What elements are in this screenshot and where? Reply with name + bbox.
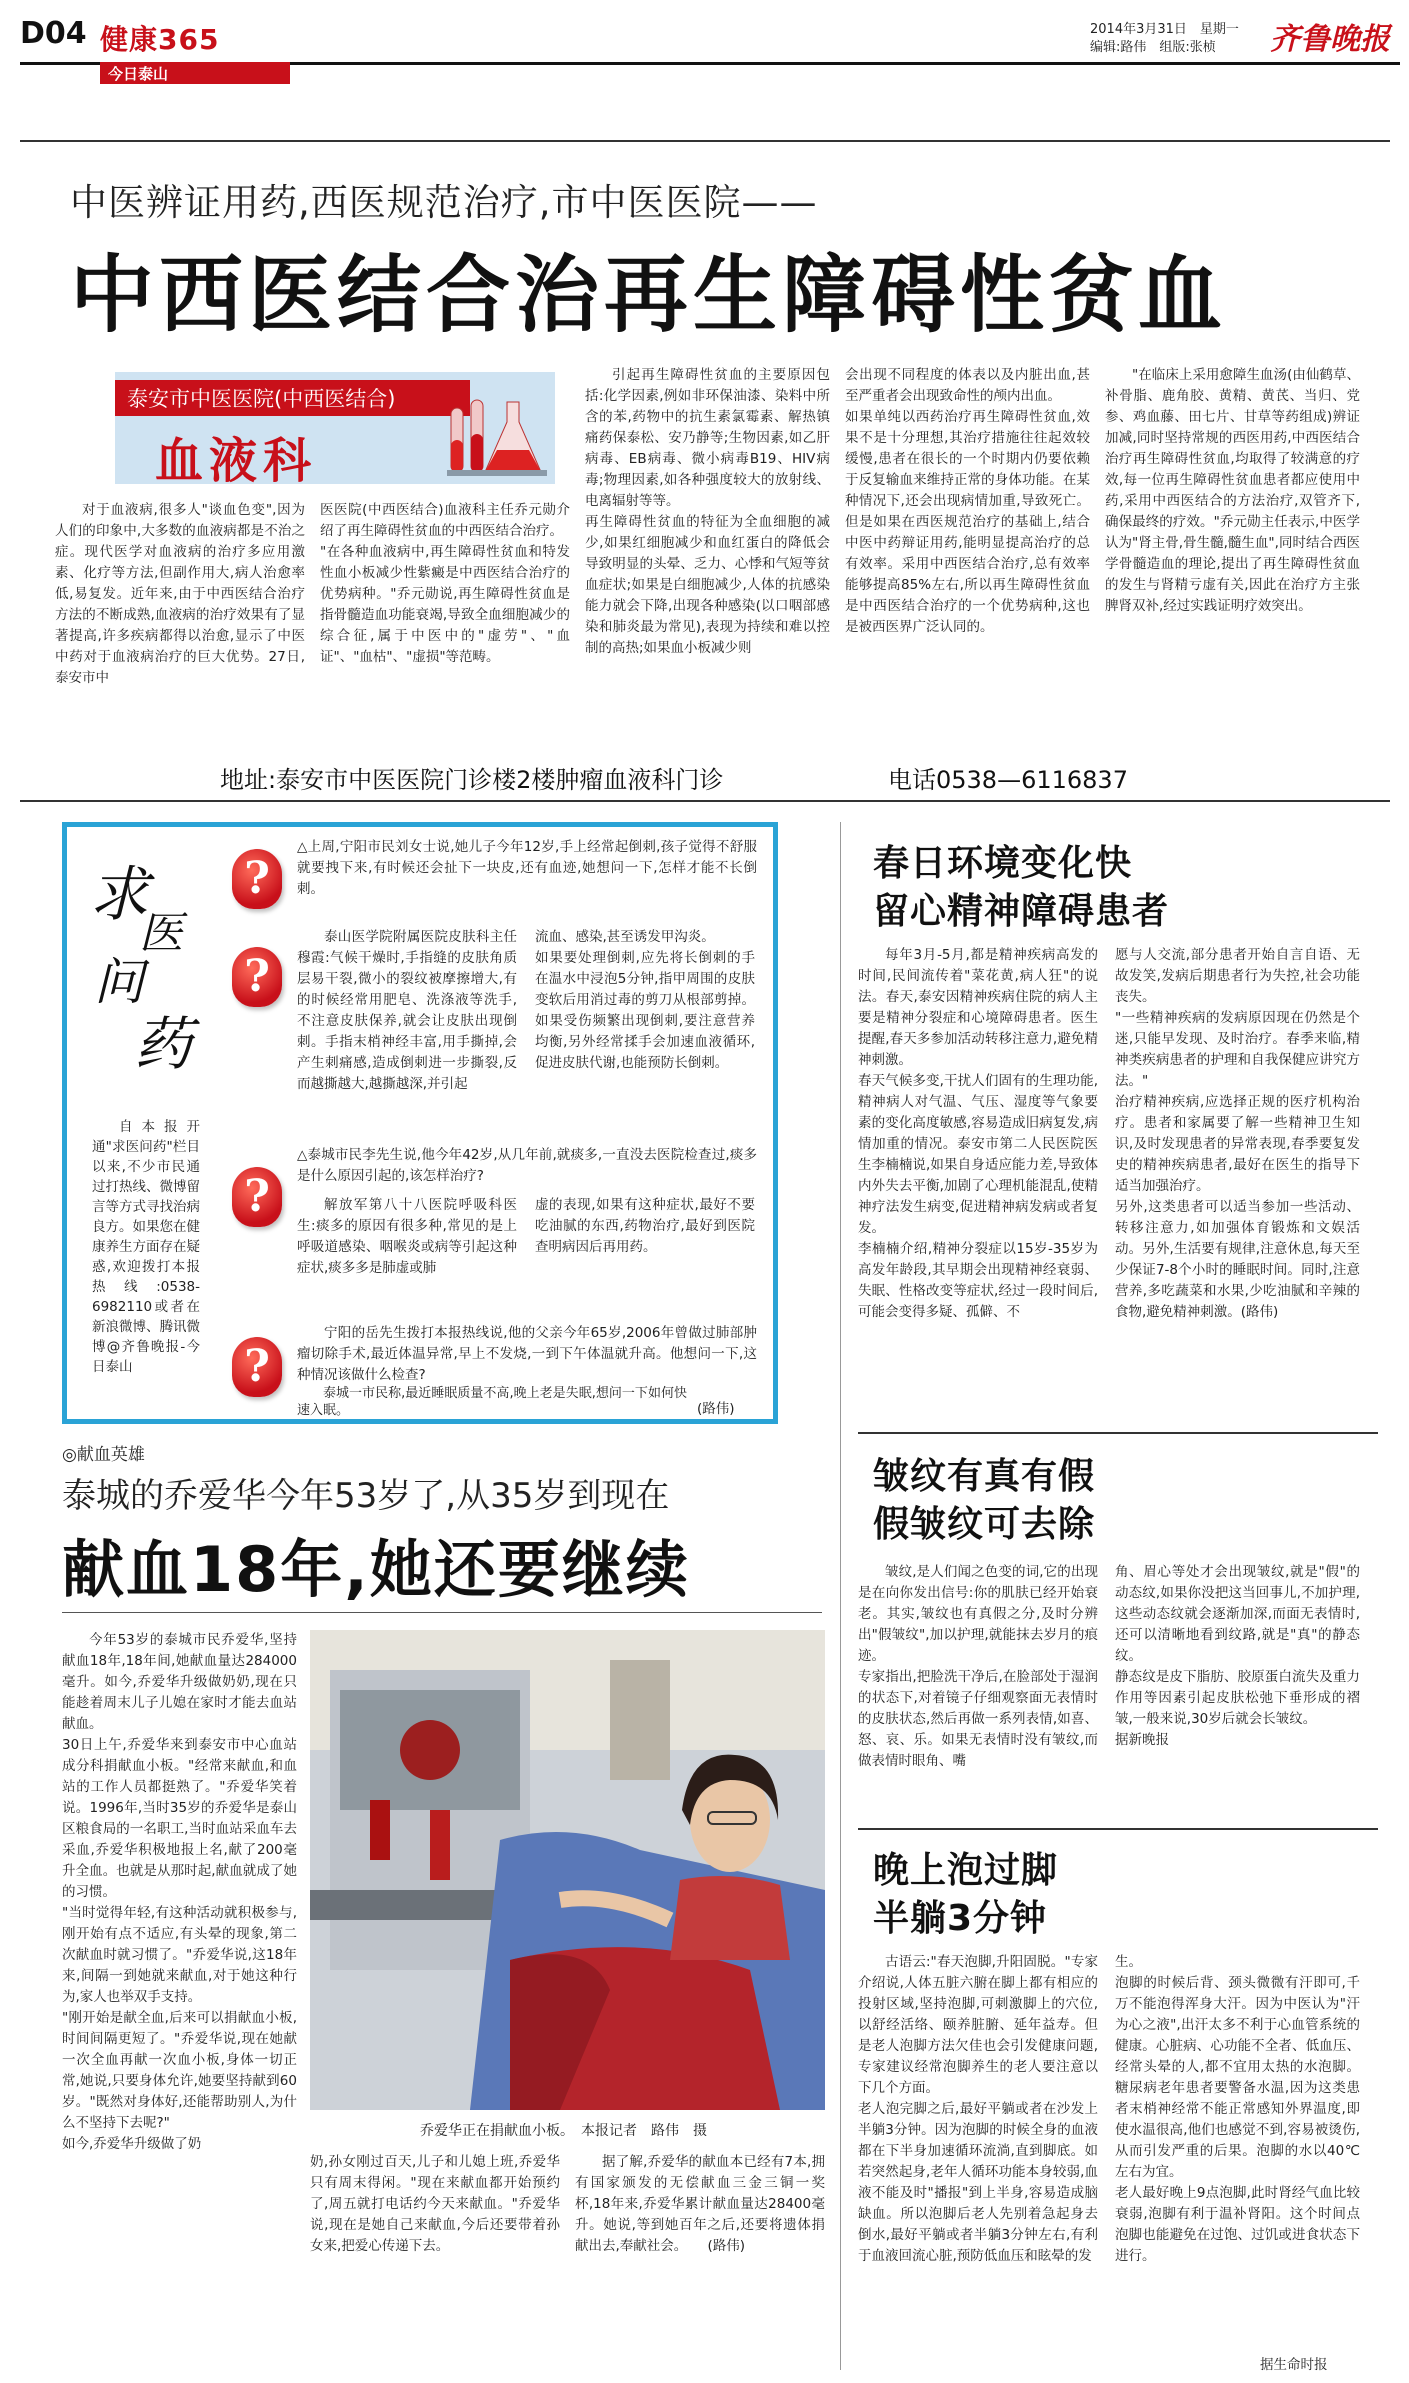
donor-rule	[62, 1612, 822, 1613]
qa-a2-col2: 虚的表现,如果有这种症状,最好不要吃油腻的东西,药物治疗,最好到医院查明病因后再用药。	[535, 1197, 755, 1255]
foot-col-1: 古语云:"春天泡脚,升阳固脱。"专家介绍说,人体五脏六腑在脚上都有相应的投射区域,坚持泡脚,可刺激脚上的穴位,以舒经活络、颐养脏腑、延年益寿。但是老人泡脚方法欠佳也会引发健康问题,专家建议经常泡脚养生的老人要注意以下几个方面。 老人泡完脚之后,最好平躺或者在沙发上半躺3分钟。因为泡脚的时候全身的血液都在下半身加速循环流淌,直到脚底。如若突然起身,老年人循环功能本身较弱,血液不能及时"播报"到上半身,容易造成脑缺血。所以泡脚后老人先别着急起身去倒水,最好平躺或者半躺3分钟左右,有利于血液回流心脏,预防低血压和眩晕的发	[858, 1954, 1098, 2264]
wrinkle-title-line-1: 皱纹有真有假	[873, 1456, 1096, 1497]
donor-photo-illustration	[310, 1630, 825, 2110]
donor-col-3: 据了解,乔爱华的献血本已经有7本,拥有国家颁发的无偿献血三金三铜一奖杯,18年来,乔爱华累计献血量达28400毫升。她说,等到她百年之后,还要将遗体捐献出去,奉献社会。 (路伟)	[575, 2154, 825, 2254]
qa-a1-col1: 泰山医学院附属医院皮肤科主任穆霞:气候干燥时,手指缝的皮肤角质层易干裂,微小的裂纹被摩擦增大,有的时候经常用肥皂、洗涤液等洗手,不注意皮肤保养,就会让皮肤出现倒刺。手指末梢神经丰富,用手撕掉,会产生刺痛感,造成倒刺进一步撕裂,反而越撕越大,越撕越深,并引起	[297, 929, 517, 1092]
foot-title-line-1: 晚上泡过脚	[873, 1850, 1059, 1891]
paper-logo: 齐鲁晚报	[1270, 22, 1390, 57]
question-icon: ?	[232, 1337, 282, 1397]
editors: 编辑:路伟 组版:张桢	[1090, 40, 1216, 55]
subsection-label: 今日泰山	[108, 65, 169, 83]
wrinkle-col-2: 角、眉心等处才会出现皱纹,就是"假"的动态纹,如果你没把这当回事儿,不加护理,这些动态纹就会逐渐加深,而面无表情时,还可以清晰地看到纹路,就是"真"的静态纹。 静态纹是皮下脂肪、胶原蛋白流失及重力作用等因素引起皮肤松弛下垂形成的褶皱,一般来说,30岁后就会长皱纹。 据新晚报	[1115, 1564, 1360, 1748]
test-tube-icon	[445, 392, 550, 480]
right-divider-2	[858, 1828, 1378, 1830]
qa-q3: 宁阳的岳先生拨打本报热线说,他的父亲今年65岁,2006年曾做过肺部肿瘤切除手术,最近体温异常,早上不发烧,一到下午体温就升高。他想问一下,这种情况该做什么检查?	[297, 1325, 757, 1383]
qa-credit: (路伟)	[697, 1401, 735, 1417]
qa-title-char-1: 求	[89, 860, 149, 930]
column-divider	[840, 822, 841, 2370]
top-rule	[20, 140, 1390, 142]
banner-hospital: 泰安市中医医院(中西医结合)	[127, 387, 396, 411]
qa-a2-col1: 解放军第八十八医院呼吸科医生:痰多的原因有很多种,常见的是上呼吸道感染、咽喉炎或病等引起这种症状,痰多多是肺虚或肺	[297, 1197, 517, 1276]
qa-title-char-2: 医	[139, 908, 183, 959]
foot-credit: 据生命时报	[1260, 2357, 1328, 2373]
lead-bottom-rule	[20, 800, 1390, 802]
issue-date: 2014年3月31日 星期一	[1090, 22, 1239, 37]
qa-title	[89, 847, 199, 1117]
lead-address: 地址:泰安市中医医院门诊楼2楼肿瘤血液科门诊	[220, 766, 724, 794]
env-title-line-1: 春日环境变化快	[873, 843, 1133, 884]
qa-title-char-4: 药	[134, 1010, 193, 1078]
lead-kicker: 中医辨证用药,西医规范治疗,市中医医院——	[70, 181, 818, 224]
question-icon: ?	[232, 947, 282, 1007]
foot-col-2: 生。 泡脚的时候后背、颈头微微有汗即可,千万不能泡得浑身大汗。因为中医认为"汗为心之液",出汗太多不利于心血管系统的健康。心脏病、心功能不全者、低血压、经常头晕的人,都不宜用太热的水泡脚。糖尿病老年患者要警备水温,因为这类患者末梢神经常不能正常感知外界温度,即使水温很高,他们也感觉不到,容易被烫伤,从而引发严重的后果。泡脚的水以40℃左右为宜。 老人最好晚上9点泡脚,此时肾经气血比较衰弱,泡脚有利于温补肾阳。这个时间点泡脚也能避免在过饱、过饥或进食状态下进行。	[1115, 1954, 1360, 2264]
lead-col-5: "在临床上采用愈障生血汤(由仙鹤草、补骨脂、鹿角胶、黄精、黄芪、当归、党参、鸡血藤、田七片、甘草等药组成)辨证加减,同时坚持常规的西医用药,中西医结合治疗再生障碍性贫血,均取得了较满意的疗效,每一位再生障碍性贫血患者都应使用中药,采用中西医结合的方法治疗,双管齐下,确保最终的疗效。"乔元勋主任表示,中医学认为"肾主骨,骨生髓,髓生血",同时结合西医学骨髓造血的理论,提出了再生障碍性贫血的发生与肾精亏虚有关,因此在治疗方主张脾肾双补,经过实践证明疗效突出。	[1105, 367, 1360, 614]
donor-col-2: 奶,孙女刚过百天,儿子和儿媳上班,乔爱华只有周末得闲。"现在来献血都开始预约了,周五就打电话约今天来献血。"乔爱华说,现在是她自己来献血,今后还要带着孙女来,把爱心传递下去。	[310, 2154, 560, 2254]
donor-photo	[310, 1630, 825, 2110]
lead-col-2: 医医院(中西医结合)血液科主任乔元勋介绍了再生障碍性贫血的中西医结合治疗。 "在各种血液病中,再生障碍性贫血和特发性血小板减少性紫癜是中西医结合治疗的优势病种。"乔元勋说,再生障碍性贫血是指骨髓造血功能衰竭,导致全血细胞减少的综合征,属于中医中的"虚劳"、"血证"、"血枯"、"虚损"等范畴。	[320, 502, 570, 665]
donor-col-1: 今年53岁的泰城市民乔爱华,坚持献血18年,18年间,她献血量达284000毫升。如今,乔爱华升级做奶奶,现在只能趁着周末儿子儿媳在家时才能去血站献血。 30日上午,乔爱华来到泰安市中心血站成分科捐献血小板。"经常来献血,和血站的工作人员都挺熟了。"乔爱华笑着说。1996年,当时35岁的乔爱华是泰山区粮食局的一名职工,当时血站采血车去采血,乔爱华积极地报上名,献了200毫升全血。也就是从那时起,献血就成了她的习惯。 "当时觉得年轻,有这种活动就积极参与,刚开始有点不适应,有头晕的现象,第二次献血时就习惯了。"乔爱华说,这18年来,间隔一到她就来献血,对于她这种行为,家人也举双手支持。 "刚开始是献全血,后来可以捐献血小板,时间间隔更短了。"乔爱华说,现在她献一次全血再献一次血小板,身体一切正常,她说,只要身体允许,她要坚持献到60岁。"既然对身体好,还能帮助别人,为什么不坚持下去呢?" 如今,乔爱华升级做了奶	[62, 1632, 297, 2152]
page-code: D04	[20, 16, 87, 51]
masthead	[0, 0, 1409, 83]
foot-title-line-2: 半躺3分钟	[873, 1898, 1048, 1939]
lead-phone: 电话0538—6116837	[888, 766, 1128, 794]
env-col-1: 每年3月-5月,都是精神疾病高发的时间,民间流传着"菜花黄,病人狂"的说法。春天,泰安因精神疾病住院的病人主要是精神分裂症和心境障碍患者。医生提醒,春天多参加活动转移注意力,避免精神刺激。 春天气候多变,干扰人们固有的生理功能,精神病人对气温、气压、湿度等气象要素的变化高度敏感,容易造成旧病复发,病情加重的情况。泰安市第二人民医院医生李楠楠说,如果自身适应能力差,导致体内外失去平衡,加剧了心理机能混乱,使精神疗法发生病变,促进精神病发病或者复发。 李楠楠介绍,精神分裂症以15岁-35岁为高发年龄段,其早期会出现精神经衰弱、失眠、性格改变等症状,经过一段时间后,可能会变得多疑、孤僻、不	[858, 947, 1098, 1320]
lead-col-1: 对于血液病,很多人"谈血色变",因为人们的印象中,大多数的血液病都是不治之症。现代医学对血液病的治疗多应用激素、化疗等方法,但副作用大,病人治愈率低,易复发。近年来,由于中西医结合治疗方法的不断成熟,血液病的治疗效果有了显著提高,许多疾病都得以治愈,显示了中医中药对于血液病治疗的巨大优势。27日,泰安市中	[55, 502, 305, 686]
donor-deck: 泰城的乔爱华今年53岁了,从35岁到现在	[62, 1476, 670, 1516]
qa-q1: △上周,宁阳市民刘女士说,她儿子今年12岁,手上经常起倒刺,孩子觉得不舒服就要拽下来,有时候还会扯下一块皮,还有血迹,她想问一下,怎样才能不长倒刺。	[297, 839, 757, 897]
qa-intro: 自本报开通"求医问药"栏目以来,不少市民通过打热线、微博留言等方式寻找治病良方。如果您在健康养生方面存在疑惑,欢迎拨打本报热线:0538-6982110或者在新浪微博、腾讯微博@齐鲁晚报-今日泰山	[92, 1119, 200, 1375]
env-col-2: 愿与人交流,部分患者开始自言自语、无故发笑,发病后期患者行为失控,社会功能丧失。 "一些精神疾病的发病原因现在仍然是个迷,只能早发现、及时治疗。春季来临,精神类疾病患者的护理和自我保健应讲究方法。" 治疗精神疾病,应选择正规的医疗机构治疗。患者和家属要了解一些精神卫生知识,及时发现患者的异常表现,春季要复发史的精神疾病患者,最好在医生的指导下适当加强治疗。 另外,这类患者可以适当参加一些活动、转移注意力,如加强体育锻炼和文娱活动。另外,生活要有规律,注意休息,每天至少保证7-8个小时的睡眠时间。同时,注意营养,多吃蔬菜和水果,少吃油腻和辛辣的食物,避免精神刺激。(路伟)	[1115, 947, 1360, 1320]
department-banner	[115, 372, 555, 489]
question-icon: ?	[232, 849, 282, 909]
env-title-line-2: 留心精神障碍患者	[873, 891, 1170, 932]
donor-headline: 献血18年,她还要继续	[62, 1533, 690, 1606]
lead-headline: 中西医结合治再生障碍性贫血	[70, 246, 1228, 344]
lead-col-3: 引起再生障碍性贫血的主要原因包括:化学因素,例如非环保油漆、染料中所含的苯,药物中的抗生素氯霉素、解热镇痛药保泰松、安乃静等;生物因素,如乙肝病毒、EB病毒、微小病毒B19、HIV病毒;物理因素,如各种强度较大的放射线、电离辐射等等。 再生障碍性贫血的特征为全血细胞的减少,如果红细胞减少和血红蛋白的降低会导致明显的头晕、乏力、心悸和气短等贫血症状;如果是白细胞减少,人体的抗感染能力就会下降,出现各种感染(以口咽部感染和肺炎最为常见),表现为持续和难以控制的高热;如果血小板减少则	[585, 367, 830, 656]
qa-a1-col2: 流血、感染,甚至诱发甲沟炎。 如果要处理倒刺,应先将长倒刺的手在温水中浸泡5分钟,指甲周围的皮肤变软后用消过毒的剪刀从根部剪掉。如果受伤频繁出现倒刺,要注意营养均衡,另外经常揉手会加速血液循环,促进皮肤代谢,也能预防长倒刺。	[535, 929, 755, 1071]
qa-q2: △泰城市民李先生说,他今年42岁,从几年前,就痰多,一直没去医院检查过,痰多是什么原因引起的,该怎样治疗?	[297, 1147, 757, 1184]
lead-col-4: 会出现不同程度的体表以及内脏出血,甚至严重者会出现致命性的颅内出血。 如果单纯以西药治疗再生障碍性贫血,效果不是十分理想,其治疗措施往往起效较缓慢,患者在很长的一个时期内仍要依赖于反复输血来维持正常的身体功能。在某种情况下,还会出现病情加重,导致死亡。但是如果在西医规范治疗的基础上,结合中医中药辩证用药,能明显提高治疗的总有效率。采用中西医结合治疗,总有效率能够提高85%左右,所以再生障碍性贫血是中西医结合治疗的一个优势病种,这也是被西医界广泛认同的。	[845, 367, 1090, 635]
qa-box	[62, 822, 778, 1424]
qa-q4: 泰城一市民称,最近睡眠质量不高,晚上老是失眠,想问一下如何快速入眠。	[297, 1386, 687, 1418]
banner-dept: 血液科	[155, 433, 318, 489]
wrinkle-col-1: 皱纹,是人们闻之色变的词,它的出现是在向你发出信号:你的肌肤已经开始衰老。其实,皱纹也有真假之分,及时分辨出"假皱纹",加以护理,就能抹去岁月的痕迹。 专家指出,把脸洗干净后,在脸部处于湿润的状态下,对着镜子仔细观察面无表情时的皮肤状态,然后再做一系列表情,如喜、怒、哀、乐。如果无表情时没有皱纹,而做表情时眼角、嘴	[858, 1564, 1098, 1769]
question-icon: ?	[232, 1167, 282, 1227]
right-divider-1	[858, 1432, 1378, 1434]
section-title: 健康365	[100, 23, 220, 56]
wrinkle-title-line-2: 假皱纹可去除	[873, 1504, 1096, 1545]
qa-title-char-3: 问	[94, 953, 144, 1011]
donor-tag: ◎献血英雄	[62, 1445, 145, 1465]
donor-photo-caption: 乔爱华正在捐献血小板。 本报记者 路伟 摄	[420, 2123, 707, 2139]
